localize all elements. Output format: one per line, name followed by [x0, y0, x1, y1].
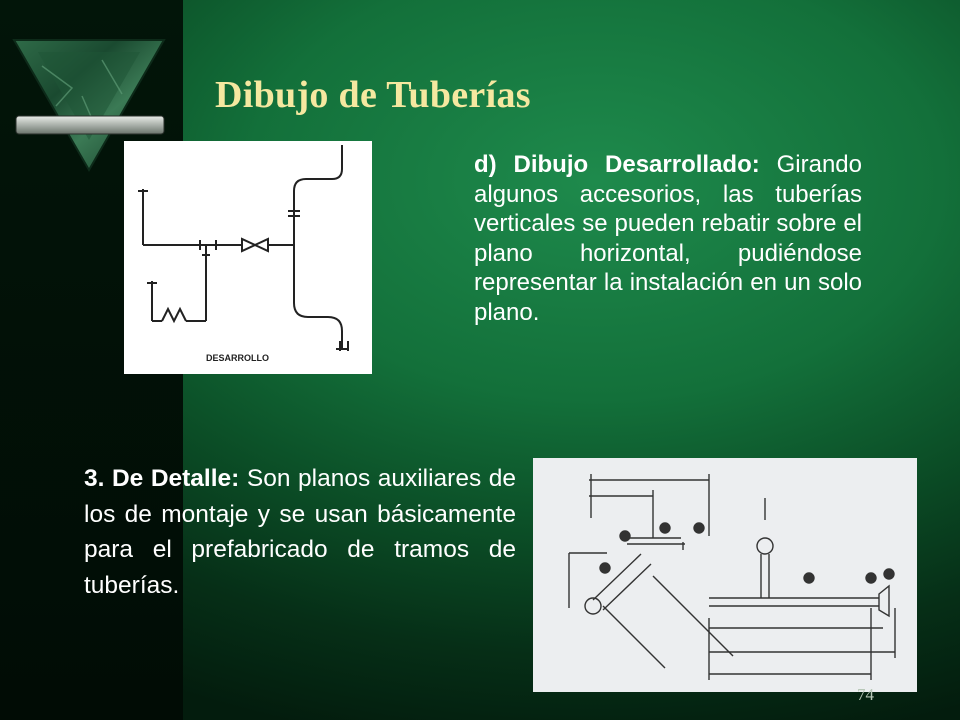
desarrollo-figure — [124, 141, 372, 374]
detalle-figure — [533, 458, 917, 692]
detalle-callouts — [600, 523, 894, 583]
callout-5a: 5 — [696, 524, 701, 533]
callout-3: 3 — [662, 524, 667, 533]
slide-title: Dibujo de Tuberías — [215, 74, 531, 116]
callout-6: 6 — [868, 574, 873, 583]
callout-5b: 5 — [886, 570, 891, 579]
callout-2: 2 — [602, 564, 607, 573]
desarrollo-label: DESARROLLO — [206, 353, 269, 363]
callout-4: 4 — [622, 532, 627, 541]
section-3-paragraph — [84, 461, 516, 603]
section-3-body: Son planos auxiliares de los de montaje y se usan básicamente para el prefabricado de tramos de tuberías. — [84, 465, 517, 599]
section-d-heading: d) Dibujo Desarrollado: — [474, 151, 760, 178]
section-d-paragraph — [474, 150, 862, 327]
section-3-heading: 3. De Detalle: — [84, 465, 240, 492]
section-d-body: Girando algunos accesorios, las tuberías verticales se pueden rebatir sobre el plano horizontal, pudiéndose representar la instalación en un solo plano. — [474, 151, 862, 326]
callout-1: 1 — [806, 574, 811, 583]
page-number: 74 — [857, 685, 874, 704]
